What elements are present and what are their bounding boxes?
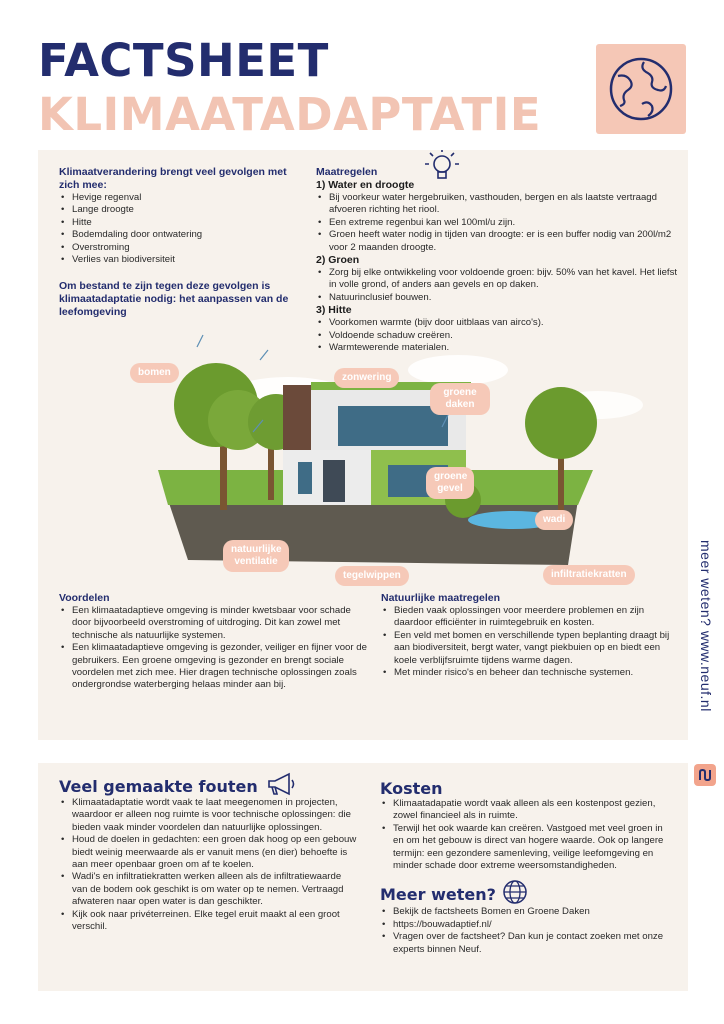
label-groene-gevel: groene gevel [426, 467, 474, 499]
label-infiltratiekratten: infiltratiekratten [543, 565, 635, 585]
intro-subheading: Om bestand te zijn tegen deze gevolgen is klimaatadaptatie nodig: het aanpassen van de leefomgeving [59, 280, 289, 319]
label-bomen: bomen [130, 363, 179, 383]
list-item: • Een klimaatadaptieve omgeving is minder kwetsbaar voor schade door bijvoorbeeld overstroming of uitdroging. Dit kan zowel met technische als natuurlijke systemen. [59, 605, 369, 642]
list-item: • Hevige regenval [59, 192, 299, 204]
maatregelen-heading: Maatregelen [316, 166, 378, 178]
bottom-panel [38, 763, 688, 991]
kosten-heading: Kosten [380, 779, 443, 798]
group-title: 2) Groen [316, 254, 360, 267]
page-title: FACTSHEET [38, 34, 329, 87]
group-title: 1) Water en droogte [316, 179, 415, 191]
list-item: • Groen heeft water nodig in tijden van droogte: er is een buffer nodig van 200l/m2 voor 2 maanden droogte. [316, 229, 681, 254]
list-item: • Klimaatadapatie wordt vaak alleen als een kostenpost gezien, zowel financieel als in ruimte. [380, 798, 672, 823]
list-item: • Bekijk de factsheets Bomen en Groene Daken [380, 906, 672, 918]
list-item: • Een extreme regenbui kan wel 100ml/u zijn. [316, 217, 681, 229]
list-item: • Zorg bij elke ontwikkeling voor voldoende groen: bijv. 50% van het kavel. Het liefst in volle grond, of anders aan gevels en op daken. [316, 267, 681, 292]
page-subtitle: KLIMAATADAPTATIE [38, 88, 542, 141]
list-item: • Een klimaatadaptieve omgeving is gezonder, veiliger en fijner voor de gebruikers. Een groene omgeving is gezonder en brengt sociale voordelen met zich mee. Hier dragen technische oplossingen zoals ondergrondse waterberging helaas minder aan bij. [59, 642, 369, 692]
list-item: • Bij voorkeur water hergebruiken, vasthouden, bergen en als laatste vertraagd afvoeren richting het riool. [316, 192, 681, 217]
label-natuurlijke-ventilatie: natuurlijke ventilatie [223, 540, 289, 572]
lightbulb-icon [422, 150, 462, 187]
natuurlijke-block [381, 592, 673, 679]
voordelen-heading: Voordelen [59, 592, 110, 604]
list-item: • Een veld met bomen en verschillende typen beplanting draagt bij aan biodiversiteit, bergt water, vangt piekbuien op en biedt een koele verblijfsruimte tijdens warme dagen. [381, 630, 673, 667]
list-item: • Natuurinclusief bouwen. [316, 292, 681, 304]
group-title: 3) Hitte [316, 304, 352, 317]
fouten-block [59, 775, 359, 933]
list-item: • Bodemdaling door ontwatering [59, 229, 299, 241]
list-item: • Verlies van biodiversiteit [59, 254, 299, 266]
list-item: • Lange droogte [59, 204, 299, 216]
sidebar-text: meer weten? www.neuf.nl [698, 540, 714, 712]
meer-heading: Meer weten? [380, 884, 496, 904]
label-groene-daken: groene daken [430, 383, 490, 415]
list-item: • Hitte [59, 217, 299, 229]
list-item: • Klimaatadaptatie wordt vaak te laat meegenomen in projecten, waardoor er alleen nog ruimte is voor technische oplossingen: die bieden vaak minder voordelen dan natuurlijke oplossingen. [59, 797, 359, 834]
list-item: • Warmtewerende materialen. [316, 342, 681, 354]
list-item: • Terwijl het ook waarde kan creëren. Vastgoed met veel groen in en om het gebouw is direct van hogere waarde. Ook op langere termijn: een gezondere samenleving, veilige leefomgeving en minder schade door extreme weersomstandigheden. [380, 823, 672, 873]
list-item: • Houd de doelen in gedachten: een groen dak hoog op een gebouw biedt weinig meerwaarde als er vanuit mens (en dier) behoefte is aan meer openbaar groen om af te koelen. [59, 834, 359, 871]
neuf-logo-icon [694, 764, 716, 786]
list-item: • Wadi's en infiltratiekratten werken alleen als de infiltratiewaarde van de bodem ook geschikt is om water op te nemen. Vertraagd afwateren naar open water is dan geschikter. [59, 871, 359, 908]
intro-heading: Klimaatverandering brengt veel gevolgen met zich mee: [59, 166, 287, 191]
list-item: • Vragen over de factsheet? Dan kun je contact zoeken met onze experts binnen Neuf. [380, 931, 672, 956]
intro-list [59, 192, 299, 266]
fouten-heading: Veel gemaakte fouten [59, 776, 258, 796]
kosten-block [380, 779, 672, 956]
globe-icon [502, 879, 528, 910]
natuurlijke-heading: Natuurlijke maatregelen [381, 592, 501, 604]
voordelen-block [59, 592, 369, 692]
label-zonwering: zonwering [334, 368, 399, 388]
list-item: • Met minder risico's en beheer dan technische systemen. [381, 667, 673, 679]
label-tegelwippen: tegelwippen [335, 566, 409, 586]
list-item: • Voldoende schaduw creëren. [316, 330, 681, 342]
list-item: • Voorkomen warmte (bijv door uitblaas van airco's). [316, 317, 681, 329]
intro-block [59, 166, 299, 319]
top-panel [38, 150, 688, 740]
label-wadi: wadi [535, 510, 573, 530]
globe-icon [596, 44, 686, 134]
list-item: • Kijk ook naar privéterreinen. Elke tegel eruit maakt al een groot verschil. [59, 909, 359, 934]
link-bouwadaptief[interactable]: • https://bouwadaptief.nl/ [380, 919, 672, 931]
list-item: • Bieden vaak oplossingen voor meerdere problemen en zijn daardoor efficiënter in ruimtegebruik en kosten. [381, 605, 673, 630]
list-item: • Overstroming [59, 242, 299, 254]
